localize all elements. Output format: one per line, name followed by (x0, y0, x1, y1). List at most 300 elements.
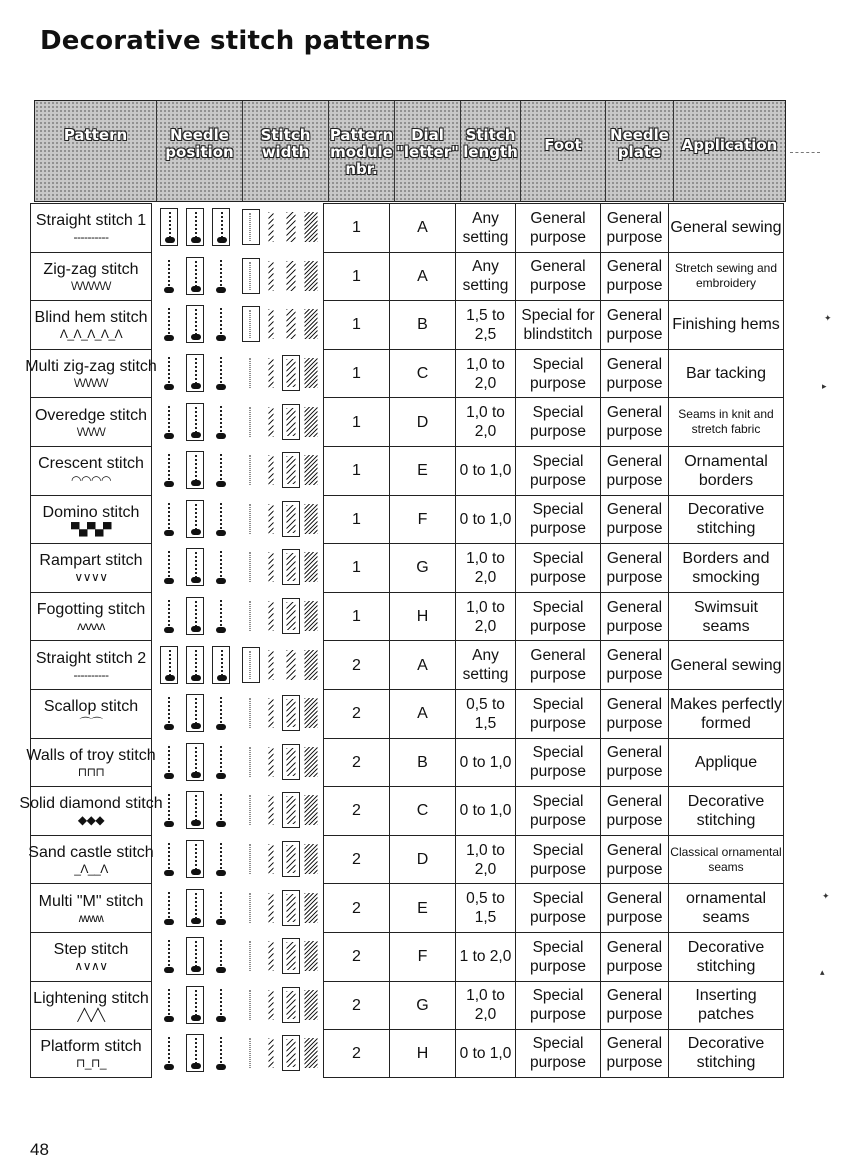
needle-position-cell (152, 981, 238, 1030)
foot-cell: Special purpose (516, 446, 601, 495)
table-row (30, 397, 784, 446)
width-setting-icon (262, 549, 280, 585)
width-setting-icon (262, 647, 280, 683)
needle-slot-icon (160, 208, 178, 246)
needle-slot-icon (186, 597, 204, 635)
application-cell: Swimsuit seams (669, 592, 784, 641)
stitch-width-icon (242, 1035, 320, 1071)
needle-position-icon (160, 208, 230, 246)
stitch-width-icon (242, 306, 320, 342)
needle-slot-icon (212, 743, 230, 781)
width-setting-icon (262, 744, 280, 780)
width-setting-icon (262, 209, 280, 245)
needle-position-icon (160, 305, 230, 343)
dial-cell: A (390, 252, 456, 301)
stitch-width-cell (238, 1029, 324, 1078)
dial-cell: E (390, 446, 456, 495)
foot-cell: Special purpose (516, 883, 601, 932)
module-cell: 2 (324, 689, 390, 738)
needle-slot-icon (186, 889, 204, 927)
module-cell: 1 (324, 495, 390, 544)
header-pattern: Pattern (35, 101, 157, 201)
width-setting-icon (262, 1035, 280, 1071)
needle-slot-icon (186, 208, 204, 246)
module-cell: 2 (324, 883, 390, 932)
width-setting-icon (302, 452, 320, 488)
stitch-width-icon (242, 501, 320, 537)
needle-plate-cell: General purpose (601, 203, 669, 252)
needle-slot-icon (212, 840, 230, 878)
needle-slot-icon (186, 305, 204, 343)
width-setting-icon (282, 938, 300, 974)
needle-slot-icon (186, 694, 204, 732)
width-setting-icon (262, 258, 280, 294)
table-row (30, 543, 784, 592)
stitch-pattern-icon: ⊓⊓⊓ (77, 764, 105, 779)
module-cell: 2 (324, 786, 390, 835)
needle-slot-icon (186, 257, 204, 295)
pattern-name: Rampart stitch (39, 552, 143, 570)
needle-plate-cell: General purpose (601, 738, 669, 787)
needle-position-cell (152, 883, 238, 932)
needle-slot-icon (212, 1034, 230, 1072)
needle-slot-icon (160, 694, 178, 732)
needle-position-icon (160, 743, 230, 781)
needle-position-cell (152, 446, 238, 495)
pattern-name: Blind hem stitch (34, 309, 148, 327)
stitch-length-cell: Any setting (456, 252, 516, 301)
width-setting-icon (242, 792, 260, 828)
width-setting-icon (282, 404, 300, 440)
stitch-pattern-icon: ◠◠◠◠ (71, 473, 111, 488)
needle-plate-cell: General purpose (601, 543, 669, 592)
table-row (30, 835, 784, 884)
width-setting-icon (302, 647, 320, 683)
width-setting-icon (262, 987, 280, 1023)
width-setting-icon (242, 404, 260, 440)
width-setting-icon (242, 890, 260, 926)
needle-position-cell (152, 300, 238, 349)
module-cell: 2 (324, 738, 390, 787)
stitch-length-cell: 1,0 to 2,0 (456, 592, 516, 641)
needle-slot-icon (160, 986, 178, 1024)
needle-position-icon (160, 451, 230, 489)
width-setting-icon (282, 744, 300, 780)
needle-slot-icon (160, 743, 178, 781)
width-setting-icon (242, 598, 260, 634)
needle-slot-icon (160, 354, 178, 392)
width-setting-icon (242, 695, 260, 731)
needle-slot-icon (212, 889, 230, 927)
stitch-length-cell: 0 to 1,0 (456, 738, 516, 787)
width-setting-icon (262, 501, 280, 537)
width-setting-icon (302, 792, 320, 828)
needle-slot-icon (186, 403, 204, 441)
width-setting-icon (262, 938, 280, 974)
pattern-name: Platform stitch (40, 1037, 142, 1055)
width-setting-icon (282, 792, 300, 828)
page-title: Decorative stitch patterns (40, 26, 431, 56)
stitch-width-icon (242, 938, 320, 974)
needle-slot-icon (160, 791, 178, 829)
stitch-length-cell: 0 to 1,0 (456, 786, 516, 835)
needle-slot-icon (212, 937, 230, 975)
width-setting-icon (242, 306, 260, 342)
width-setting-icon (262, 306, 280, 342)
foot-cell: Special purpose (516, 495, 601, 544)
module-cell: 1 (324, 203, 390, 252)
dial-cell: G (390, 543, 456, 592)
pattern-name: Fogotting stitch (36, 601, 146, 619)
width-setting-icon (242, 452, 260, 488)
width-setting-icon (282, 258, 300, 294)
width-setting-icon (302, 549, 320, 585)
stitch-width-icon (242, 355, 320, 391)
stitch-length-cell: 0 to 1,0 (456, 1029, 516, 1078)
table-row (30, 1029, 784, 1078)
stitch-width-icon (242, 792, 320, 828)
stitch-width-icon (242, 258, 320, 294)
margin-mark: ✦ (822, 892, 830, 902)
foot-cell: Special purpose (516, 835, 601, 884)
needle-position-icon (160, 937, 230, 975)
needle-slot-icon (186, 451, 204, 489)
width-setting-icon (242, 258, 260, 294)
needle-slot-icon (212, 986, 230, 1024)
stitch-pattern-icon: ∨∨∨∨ (74, 570, 108, 585)
dial-cell: D (390, 397, 456, 446)
stitch-width-cell (238, 543, 324, 592)
stitch-length-cell: 1,0 to 2,0 (456, 349, 516, 398)
needle-slot-icon (160, 548, 178, 586)
width-setting-icon (282, 841, 300, 877)
pattern-cell (30, 495, 152, 544)
needle-position-cell (152, 592, 238, 641)
needle-slot-icon (186, 937, 204, 975)
foot-cell: Special purpose (516, 689, 601, 738)
needle-position-icon (160, 1034, 230, 1072)
pattern-cell (30, 689, 152, 738)
module-cell: 2 (324, 640, 390, 689)
module-cell: 1 (324, 349, 390, 398)
foot-cell: General purpose (516, 203, 601, 252)
stitch-length-cell: 1,5 to 2,5 (456, 300, 516, 349)
stitch-width-icon (242, 404, 320, 440)
pattern-cell (30, 932, 152, 981)
table-row (25, 349, 784, 398)
needle-slot-icon (160, 451, 178, 489)
needle-slot-icon (212, 208, 230, 246)
table-row (30, 981, 784, 1030)
pattern-name: Multi zig-zag stitch (25, 358, 157, 376)
stitch-width-cell (238, 786, 324, 835)
stitch-length-cell: 0,5 to 1,5 (456, 689, 516, 738)
stitch-width-icon (242, 549, 320, 585)
needle-slot-icon (212, 500, 230, 538)
needle-slot-icon (212, 548, 230, 586)
dial-cell: B (390, 300, 456, 349)
needle-slot-icon (186, 548, 204, 586)
pattern-cell (30, 397, 152, 446)
width-setting-icon (262, 598, 280, 634)
pattern-cell (30, 981, 152, 1030)
header-application: Application (681, 136, 778, 154)
stitch-pattern-icon: ---------- (73, 667, 109, 682)
stitch-pattern-icon: ⌒⌒ (79, 716, 103, 731)
dial-cell: H (390, 1029, 456, 1078)
application-cell: General sewing (669, 203, 784, 252)
stitch-width-cell (238, 349, 324, 398)
needle-position-cell (152, 932, 238, 981)
stitch-width-cell (238, 738, 324, 787)
width-setting-icon (262, 890, 280, 926)
margin-dash (790, 152, 820, 153)
pattern-cell (30, 835, 152, 884)
needle-plate-cell: General purpose (601, 640, 669, 689)
needle-slot-icon (160, 305, 178, 343)
stitch-pattern-icon: ---------- (73, 230, 109, 245)
needle-position-cell (152, 495, 238, 544)
stitch-width-cell (238, 981, 324, 1030)
pattern-cell (30, 300, 152, 349)
pattern-name: Domino stitch (42, 503, 140, 521)
stitch-width-icon (242, 452, 320, 488)
stitch-length-cell: 0 to 1,0 (456, 446, 516, 495)
stitch-length-cell: 1,0 to 2,0 (456, 835, 516, 884)
stitch-pattern-icon: ▀▄▀▄▀ (70, 521, 111, 536)
pattern-name: Sand castle stitch (28, 844, 154, 862)
needle-plate-cell: General purpose (601, 397, 669, 446)
dial-cell: H (390, 592, 456, 641)
stitch-width-cell (238, 203, 324, 252)
pattern-name: Solid diamond stitch (19, 795, 163, 813)
application-cell: Seams in knit and stretch fabric (669, 397, 784, 446)
foot-cell: Special purpose (516, 981, 601, 1030)
stitch-width-icon (242, 647, 320, 683)
needle-position-icon (160, 840, 230, 878)
needle-plate-cell: General purpose (601, 883, 669, 932)
module-cell: 1 (324, 397, 390, 446)
needle-position-icon (160, 403, 230, 441)
pattern-name: Lightening stitch (33, 989, 149, 1007)
stitch-pattern-icon: \/\/\/\/\/\/ (73, 376, 108, 391)
stitch-width-icon (242, 209, 320, 245)
stitch-length-cell: 1,0 to 2,0 (456, 543, 516, 592)
needle-plate-cell: General purpose (601, 446, 669, 495)
stitch-pattern-icon: ⊓_⊓_ (75, 1055, 107, 1070)
needle-slot-icon (212, 646, 230, 684)
foot-cell: Special purpose (516, 1029, 601, 1078)
needle-slot-icon (160, 937, 178, 975)
application-cell: Applique (669, 738, 784, 787)
stitch-length-cell: 0 to 1,0 (456, 495, 516, 544)
width-setting-icon (302, 890, 320, 926)
application-cell: Decorative stitching (669, 495, 784, 544)
pattern-cell (30, 203, 152, 252)
needle-slot-icon (186, 986, 204, 1024)
margin-mark: ▴ (820, 968, 825, 978)
stitch-length-cell: Any setting (456, 203, 516, 252)
needle-position-icon (160, 500, 230, 538)
pattern-name: Overedge stitch (34, 406, 148, 424)
stitch-width-cell (238, 300, 324, 349)
module-cell: 1 (324, 252, 390, 301)
width-setting-icon (262, 841, 280, 877)
width-setting-icon (262, 452, 280, 488)
module-cell: 1 (324, 592, 390, 641)
application-cell: ornamental seams (669, 883, 784, 932)
stitch-length-cell: Any setting (456, 640, 516, 689)
width-setting-icon (302, 598, 320, 634)
stitch-pattern-icon: _Λ__Λ (74, 862, 108, 877)
pattern-cell (26, 738, 156, 787)
stitch-width-icon (242, 598, 320, 634)
width-setting-icon (242, 647, 260, 683)
needle-slot-icon (212, 791, 230, 829)
needle-position-cell (152, 640, 238, 689)
header-dial-letter: Dial "letter" (395, 101, 461, 201)
width-setting-icon (282, 306, 300, 342)
width-setting-icon (242, 744, 260, 780)
pattern-cell (30, 252, 152, 301)
table-header (34, 100, 786, 202)
width-setting-icon (242, 355, 260, 391)
width-setting-icon (282, 647, 300, 683)
needle-slot-icon (160, 840, 178, 878)
width-setting-icon (302, 258, 320, 294)
needle-plate-cell: General purpose (601, 349, 669, 398)
needle-slot-icon (186, 743, 204, 781)
pattern-cell (30, 640, 152, 689)
needle-slot-icon (186, 500, 204, 538)
stitch-pattern-icon: ∧∨∧∨ (74, 959, 108, 974)
dial-cell: F (390, 932, 456, 981)
stitch-width-cell (238, 397, 324, 446)
needle-slot-icon (212, 451, 230, 489)
needle-plate-cell: General purpose (601, 786, 669, 835)
header-needle-position: Needle position (157, 101, 243, 201)
needle-plate-cell: General purpose (601, 252, 669, 301)
width-setting-icon (282, 355, 300, 391)
width-setting-icon (282, 695, 300, 731)
needle-position-cell (152, 252, 238, 301)
needle-slot-icon (212, 694, 230, 732)
stitch-width-icon (242, 695, 320, 731)
header-stitch-length: Stitch length (461, 101, 521, 201)
needle-slot-icon (212, 305, 230, 343)
header-stitch-width: Stitch width (243, 101, 329, 201)
stitch-width-cell (238, 640, 324, 689)
dial-cell: A (390, 203, 456, 252)
dial-cell: A (390, 689, 456, 738)
width-setting-icon (242, 549, 260, 585)
needle-position-icon (160, 354, 230, 392)
application-cell: Bar tacking (669, 349, 784, 398)
needle-plate-cell: General purpose (601, 932, 669, 981)
stitch-length-cell: 0,5 to 1,5 (456, 883, 516, 932)
dial-cell: G (390, 981, 456, 1030)
width-setting-icon (302, 938, 320, 974)
table-row (30, 252, 784, 301)
application-cell: General sewing (669, 640, 784, 689)
width-setting-icon (242, 938, 260, 974)
width-setting-icon (282, 452, 300, 488)
width-setting-icon (302, 209, 320, 245)
pattern-name: Crescent stitch (38, 455, 144, 473)
foot-cell: Special purpose (516, 592, 601, 641)
pattern-cell (30, 543, 152, 592)
margin-mark: ✦ (824, 314, 832, 324)
stitch-width-cell (238, 689, 324, 738)
needle-position-cell (152, 203, 238, 252)
pattern-name: Straight stitch 1 (35, 212, 147, 230)
needle-slot-icon (212, 257, 230, 295)
width-setting-icon (262, 792, 280, 828)
foot-cell: Special purpose (516, 738, 601, 787)
pattern-name: Walls of troy stitch (26, 746, 156, 764)
module-cell: 1 (324, 300, 390, 349)
needle-plate-cell: General purpose (601, 981, 669, 1030)
header-needle-plate: Needle plate (606, 101, 674, 201)
needle-plate-cell: General purpose (601, 835, 669, 884)
width-setting-icon (282, 598, 300, 634)
stitch-width-cell (238, 446, 324, 495)
needle-slot-icon (160, 646, 178, 684)
table-row (19, 786, 784, 835)
stitch-width-cell (238, 592, 324, 641)
module-cell: 2 (324, 1029, 390, 1078)
module-cell: 2 (324, 932, 390, 981)
needle-position-cell (152, 786, 238, 835)
needle-position-cell (152, 689, 238, 738)
pattern-cell (25, 349, 157, 398)
table-row (30, 640, 784, 689)
foot-cell: Special purpose (516, 397, 601, 446)
foot-cell: Special purpose (516, 932, 601, 981)
width-setting-icon (282, 209, 300, 245)
table-row (30, 446, 784, 495)
width-setting-icon (282, 549, 300, 585)
foot-cell: Special purpose (516, 349, 601, 398)
width-setting-icon (242, 987, 260, 1023)
width-setting-icon (282, 501, 300, 537)
application-cell: Decorative stitching (669, 932, 784, 981)
width-setting-icon (282, 1035, 300, 1071)
stitch-pattern-icon: ʍʍʍ (78, 910, 104, 925)
margin-mark: ▸ (822, 382, 827, 392)
page-number: 48 (30, 1140, 49, 1159)
pattern-cell (30, 1029, 152, 1078)
application-cell: Borders and smocking (669, 543, 784, 592)
application-cell: Stretch sewing and embroidery (669, 252, 784, 301)
width-setting-icon (302, 841, 320, 877)
application-cell: Classical ornamental seams (669, 835, 784, 884)
pattern-name: Zig-zag stitch (43, 260, 139, 278)
stitch-pattern-icon: Λ_Λ_Λ_Λ_Λ (59, 327, 123, 342)
foot-cell: General purpose (516, 252, 601, 301)
needle-slot-icon (186, 840, 204, 878)
application-cell: Inserting patches (669, 981, 784, 1030)
table-row (30, 932, 784, 981)
needle-position-icon (160, 791, 230, 829)
table-row (30, 592, 784, 641)
stitch-pattern-icon: \/\/\/\/\/ (76, 424, 106, 439)
pattern-cell (30, 592, 152, 641)
needle-position-cell (152, 349, 238, 398)
width-setting-icon (242, 501, 260, 537)
needle-position-cell (152, 738, 238, 787)
width-setting-icon (262, 695, 280, 731)
